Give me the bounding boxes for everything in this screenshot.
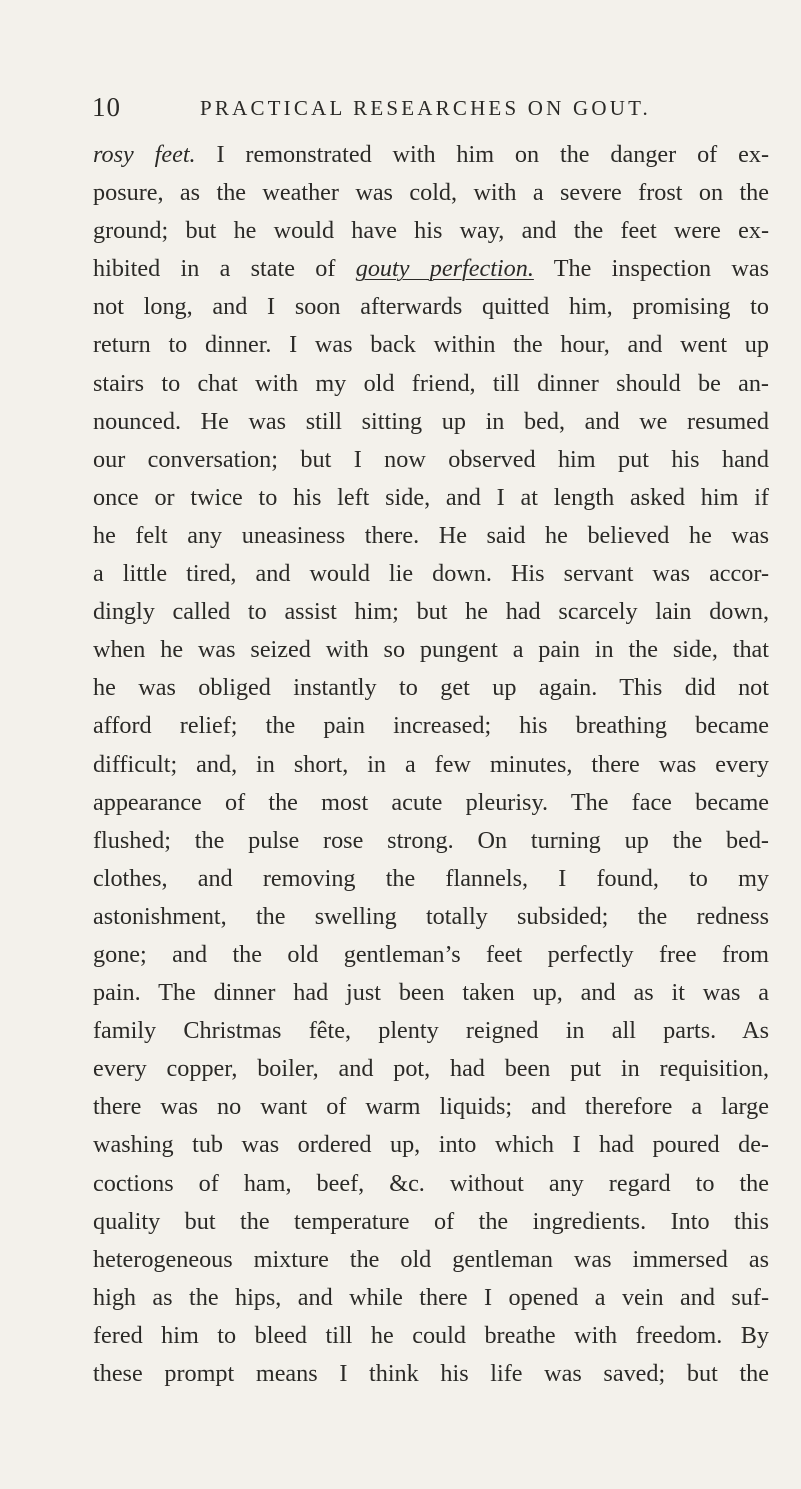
text-line: clothes, and removing the flannels, I found, to my [93,864,769,892]
text-line: astonishment, the swelling totally subsided; the redness [93,902,769,930]
text-line: a little tired, and would lie down. His servant was accor- [93,560,769,588]
text-line: high as the hips, and while there I opened a vein and suf- [93,1283,769,1311]
text-line: once or twice to his left side, and I at length asked him if [93,483,769,511]
text-segment: The inspection was [533,255,769,283]
text-line: difficult; and, in short, in a few minutes, there was every [93,750,769,778]
text-line: return to dinner. I was back within the hour, and went up [93,331,769,359]
text-line: our conversation; but I now observed him put his hand [93,445,769,473]
page-header [92,92,762,132]
text-line: fered him to bleed till he could breathe with freedom. By [93,1321,769,1349]
text-line: appearance of the most acute pleurisy. The face became [93,788,769,816]
text-line [93,250,769,288]
text-line: when he was seized with so pungent a pain in the side, that [93,636,769,664]
text-line: nounced. He was still sitting up in bed, and we resumed [93,407,769,435]
text-line: washing tub was ordered up, into which I had poured de- [93,1131,769,1159]
text-segment: I remonstrated with him on the danger of ex- [195,141,769,168]
page-number: 10 [92,92,121,122]
text-segment: hibited in a state of [93,255,356,283]
text-line: family Christmas fête, plenty reigned in all parts. As [93,1017,769,1045]
text-line: stairs to chat with my old friend, till dinner should be an- [93,369,769,397]
text-line: ground; but he would have his way, and the feet were ex- [93,217,769,245]
text-line: he was obliged instantly to get up again. This did not [93,674,769,702]
text-line: dingly called to assist him; but he had scarcely lain down, [93,598,769,626]
text-line: gone; and the old gentleman’s feet perfectly free from [93,940,769,968]
text-line: not long, and I soon afterwards quitted him, promising to [93,293,769,321]
text-line: these prompt means I think his life was saved; but the [93,1360,769,1387]
text-line: pain. The dinner had just been taken up, and as it was a [93,979,769,1007]
text-line: quality but the temperature of the ingredients. Into this [93,1207,769,1235]
text-line [93,136,769,174]
text-line: every copper, boiler, and pot, had been put in requisition, [93,1055,769,1083]
text-line: there was no want of warm liquids; and therefore a large [93,1093,769,1121]
text-line: coctions of ham, beef, &c. without any regard to the [93,1169,769,1197]
text-line: afford relief; the pain increased; his breathing became [93,712,769,740]
running-head: PRACTICAL RESEARCHES ON GOUT. [200,96,651,120]
text-line: flushed; the pulse rose strong. On turning up the bed- [93,826,769,854]
text-line: he felt any uneasiness there. He said he believed he was [93,521,769,549]
text-line: posure, as the weather was cold, with a severe frost on the [93,179,769,207]
body-text [93,136,769,1393]
text-line: heterogeneous mixture the old gentleman was immersed as [93,1245,769,1273]
italic-phrase: rosy feet. [93,141,196,168]
italic-phrase: gouty perfection. [355,255,534,283]
